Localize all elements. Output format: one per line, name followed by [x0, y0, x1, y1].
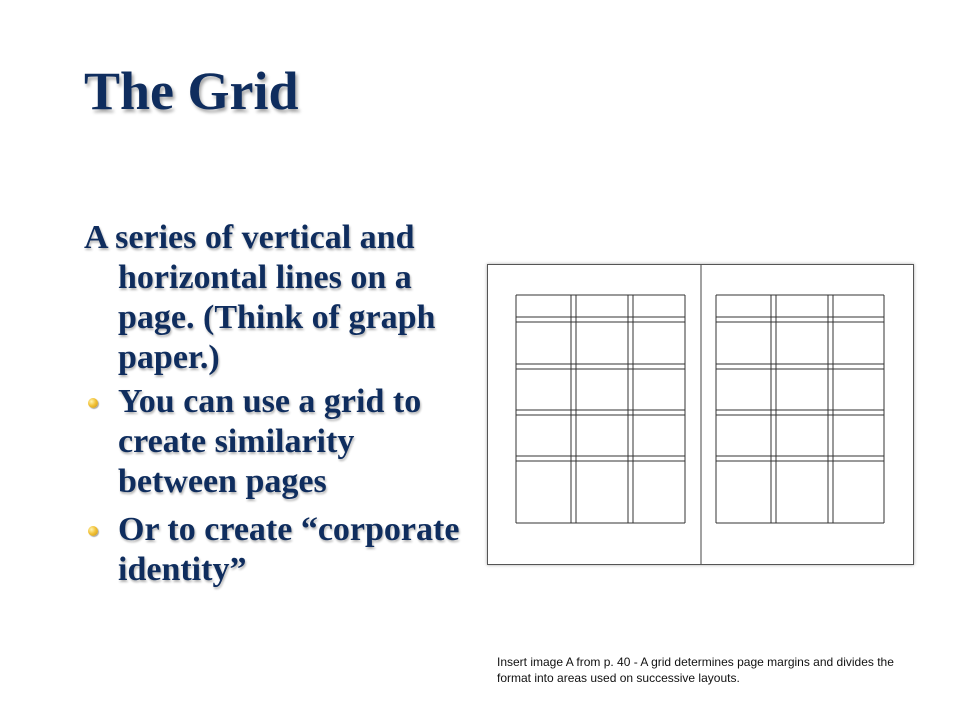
figure-caption: Insert image A from p. 40 - A grid determines page margins and divides the format into areas used on successive layouts.	[497, 655, 894, 685]
grid-spread-image	[487, 264, 914, 565]
bullet-item-corporate-identity	[84, 510, 474, 590]
bullet-item-grid-similarity	[84, 382, 474, 502]
grid-spread-drawing	[487, 264, 914, 565]
bullet-dot-icon	[88, 398, 98, 408]
body-text	[84, 218, 474, 598]
bullet-dot-icon	[88, 526, 98, 536]
bullet-text: You can use a grid to create similarity between pages	[118, 383, 422, 500]
intro-paragraph: A series of vertical and horizontal lines on a page. (Think of graph paper.)	[84, 219, 436, 376]
bullet-text: Or to create “corporate identity”	[118, 511, 460, 588]
slide-title: The Grid	[84, 61, 299, 121]
